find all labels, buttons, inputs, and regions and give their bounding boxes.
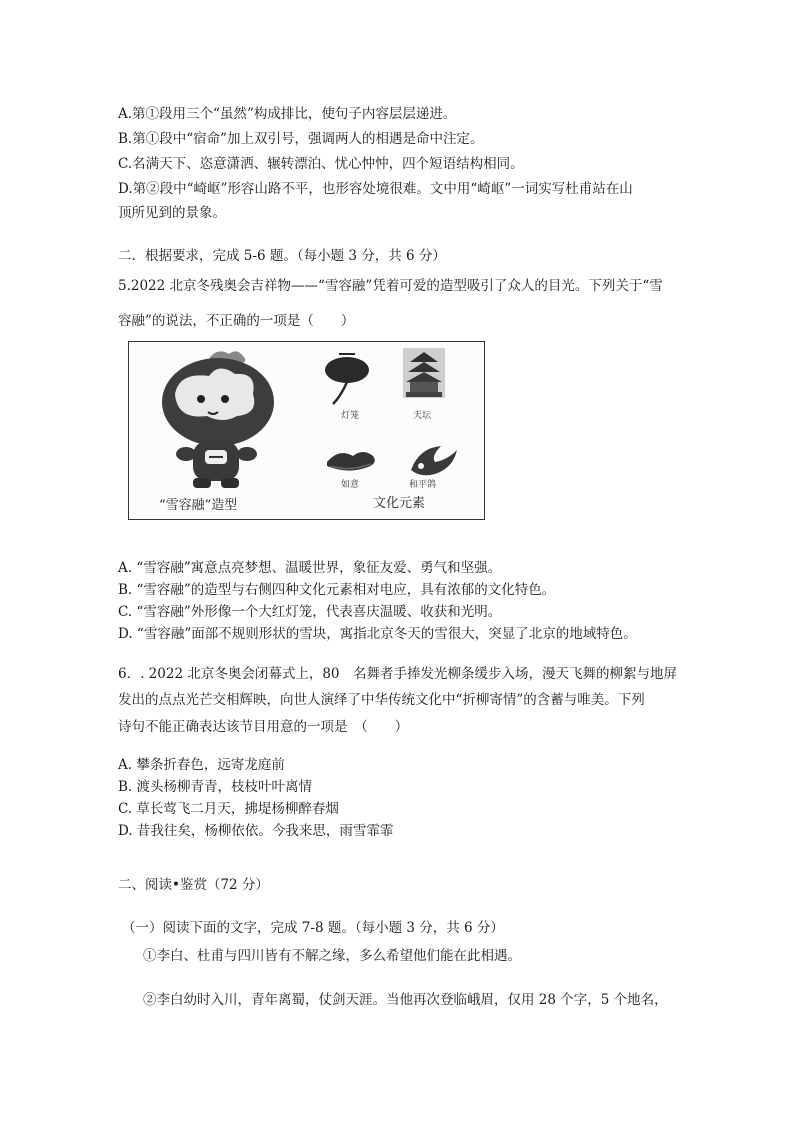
- mascot-figure: [128, 341, 485, 520]
- section-2-title: 二．根据要求，完成 5-6 题。（每小题 3 分，共 6 分）: [118, 248, 446, 264]
- q6-stem-line1: 6．. 2022 北京冬奥会闭幕式上，80 名舞者手捧发光柳条缓步入场，漫天飞舞的柳絮与地屏: [118, 666, 677, 682]
- mascot-figure-art: [129, 342, 483, 518]
- part1-title: （一）阅读下面的文字，完成 7-8 题。（每小题 3 分，共 6 分）: [122, 920, 504, 936]
- dove-label: 和平鸽: [409, 480, 437, 490]
- mascot-illustration: [162, 351, 274, 488]
- q4-option-c: C.名满天下、恣意潇洒、辗转漂泊、忧心忡忡，四个短语结构相同。: [118, 156, 524, 172]
- q4-option-b: B.第①段中“宿命”加上双引号，强调两人的相遇是命中注定。: [118, 131, 484, 147]
- lantern-icon: [325, 354, 369, 404]
- mascot-caption: “雪容融”造型: [159, 498, 238, 513]
- ruyi-label: 如意: [341, 480, 360, 490]
- elements-caption: 文化元素: [373, 496, 426, 511]
- temple-of-heaven-icon: [403, 348, 445, 398]
- q5-stem-line2: 容融”的说法，不正确的一项是（ ）: [118, 313, 355, 329]
- q5-option-c: C. “雪容融”外形像一个大红灯笼，代表喜庆温暖、收获和光明。: [118, 604, 502, 620]
- q6-stem-line2: 发出的点点光芒交相辉映，向世人演绎了中华传统文化中“折柳寄情”的含蓄与唯美。下列: [118, 692, 645, 708]
- q4-option-d-cont: 顶所见到的景象。: [118, 205, 226, 221]
- dove-icon: [411, 446, 457, 475]
- temple-label: 天坛: [413, 411, 432, 421]
- ruyi-icon: [327, 452, 375, 471]
- passage-paragraph-1: ①李白、杜甫与四川皆有不解之缘，多么希望他们能在此相遇。: [143, 948, 521, 964]
- q5-option-b: B. “雪容融”的造型与右侧四种文化元素相对电应，具有浓郁的文化特色。: [118, 582, 556, 598]
- q6-option-a: A. 攀条折春色，远寄龙庭前: [118, 757, 285, 773]
- q4-option-d: D.第②段中“崎岖”形容山路不平，也形容处境很难。文中用“崎岖”一词实写杜甫站在山: [118, 181, 633, 197]
- passage-paragraph-2: ②李白幼时入川，青年离蜀，仗剑天涯。当他再次登临峨眉，仅用 28 个字，5 个地名，: [143, 992, 668, 1008]
- lantern-label: 灯笼: [341, 411, 360, 421]
- q6-option-d: D. 昔我往矣，杨柳依依。今我来思，雨雪霏霏: [118, 823, 394, 839]
- q5-option-a: A. “雪容融”寓意点亮梦想、温暖世界，象征友爱、勇气和坚强。: [118, 560, 502, 576]
- section-reading-title: 二、阅读•鉴赏（72 分）: [118, 877, 269, 893]
- q6-stem-line3: 诗句不能正确表达该节目用意的一项是 （ ）: [118, 719, 409, 735]
- q6-option-c: C. 草长莺飞二月天，拂堤杨柳醉春烟: [118, 801, 339, 817]
- q4-option-a: A.第①段用三个“虽然”构成排比，使句子内容层层递进。: [118, 106, 457, 122]
- q5-stem-line1: 5.2022 北京冬残奥会吉祥物——“雪容融”凭着可爱的造型吸引了众人的目光。下列关于“雪: [118, 278, 663, 294]
- q6-option-b: B. 渡头杨柳青青，枝枝叶叶离情: [118, 779, 313, 795]
- q5-option-d: D. “雪容融”面部不规则形状的雪块，寓指北京冬天的雪很大，突显了北京的地域特色。: [118, 626, 637, 642]
